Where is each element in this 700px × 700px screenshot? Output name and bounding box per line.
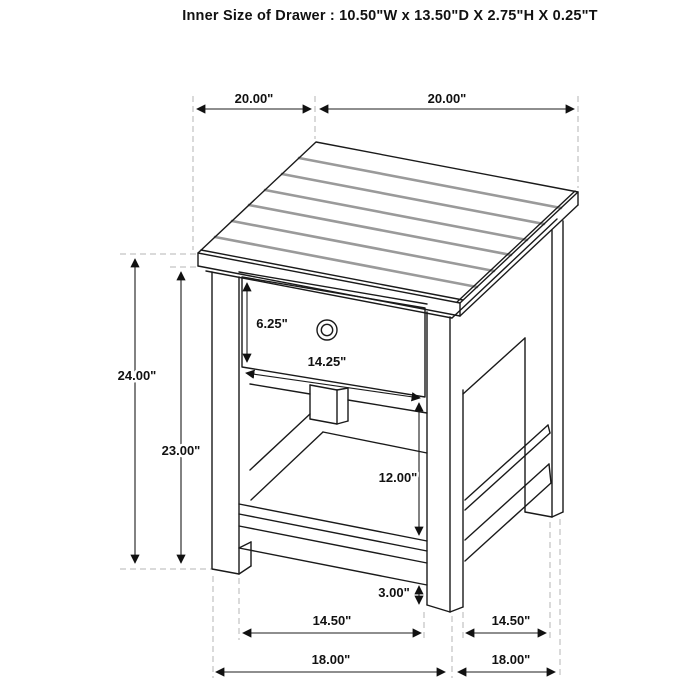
back-right-leg	[525, 221, 563, 517]
dim-label-overall-height: 24.00"	[117, 368, 157, 383]
dim-label-top-right-width: 20.00"	[427, 91, 467, 106]
tabletop-plank-seams	[215, 158, 561, 287]
dim-label-front-leg-span: 18.00"	[311, 652, 351, 667]
dim-label-side-inner-depth: 14.50"	[491, 613, 531, 628]
dimension-lines	[135, 109, 574, 672]
drawer-guide-post	[310, 385, 348, 424]
interior-structure	[250, 384, 427, 470]
page-title: Inner Size of Drawer : 10.50"W x 13.50"D X 2.75"H X 0.25"T	[182, 8, 598, 24]
dimension-labels	[118, 91, 531, 667]
dim-label-drawer-front-height: 6.25"	[256, 316, 288, 331]
dim-label-top-left-width: 20.00"	[234, 91, 274, 106]
side-shelf-rails	[465, 425, 551, 561]
dim-label-front-inner-width: 14.50"	[312, 613, 352, 628]
bottom-shelf	[239, 425, 551, 585]
ring-pull-icon	[317, 320, 337, 340]
front-right-leg	[427, 312, 463, 612]
extension-lines	[117, 96, 578, 678]
dim-label-shelf-clearance: 12.00"	[378, 470, 418, 485]
dim-label-side-leg-span: 18.00"	[491, 652, 531, 667]
dim-label-leg-height: 23.00"	[161, 443, 201, 458]
dim-label-drawer-front-width: 14.25"	[307, 354, 347, 369]
dim-label-bottom-clearance: 3.00"	[378, 585, 410, 600]
front-left-leg	[212, 272, 251, 574]
tabletop	[198, 142, 578, 316]
